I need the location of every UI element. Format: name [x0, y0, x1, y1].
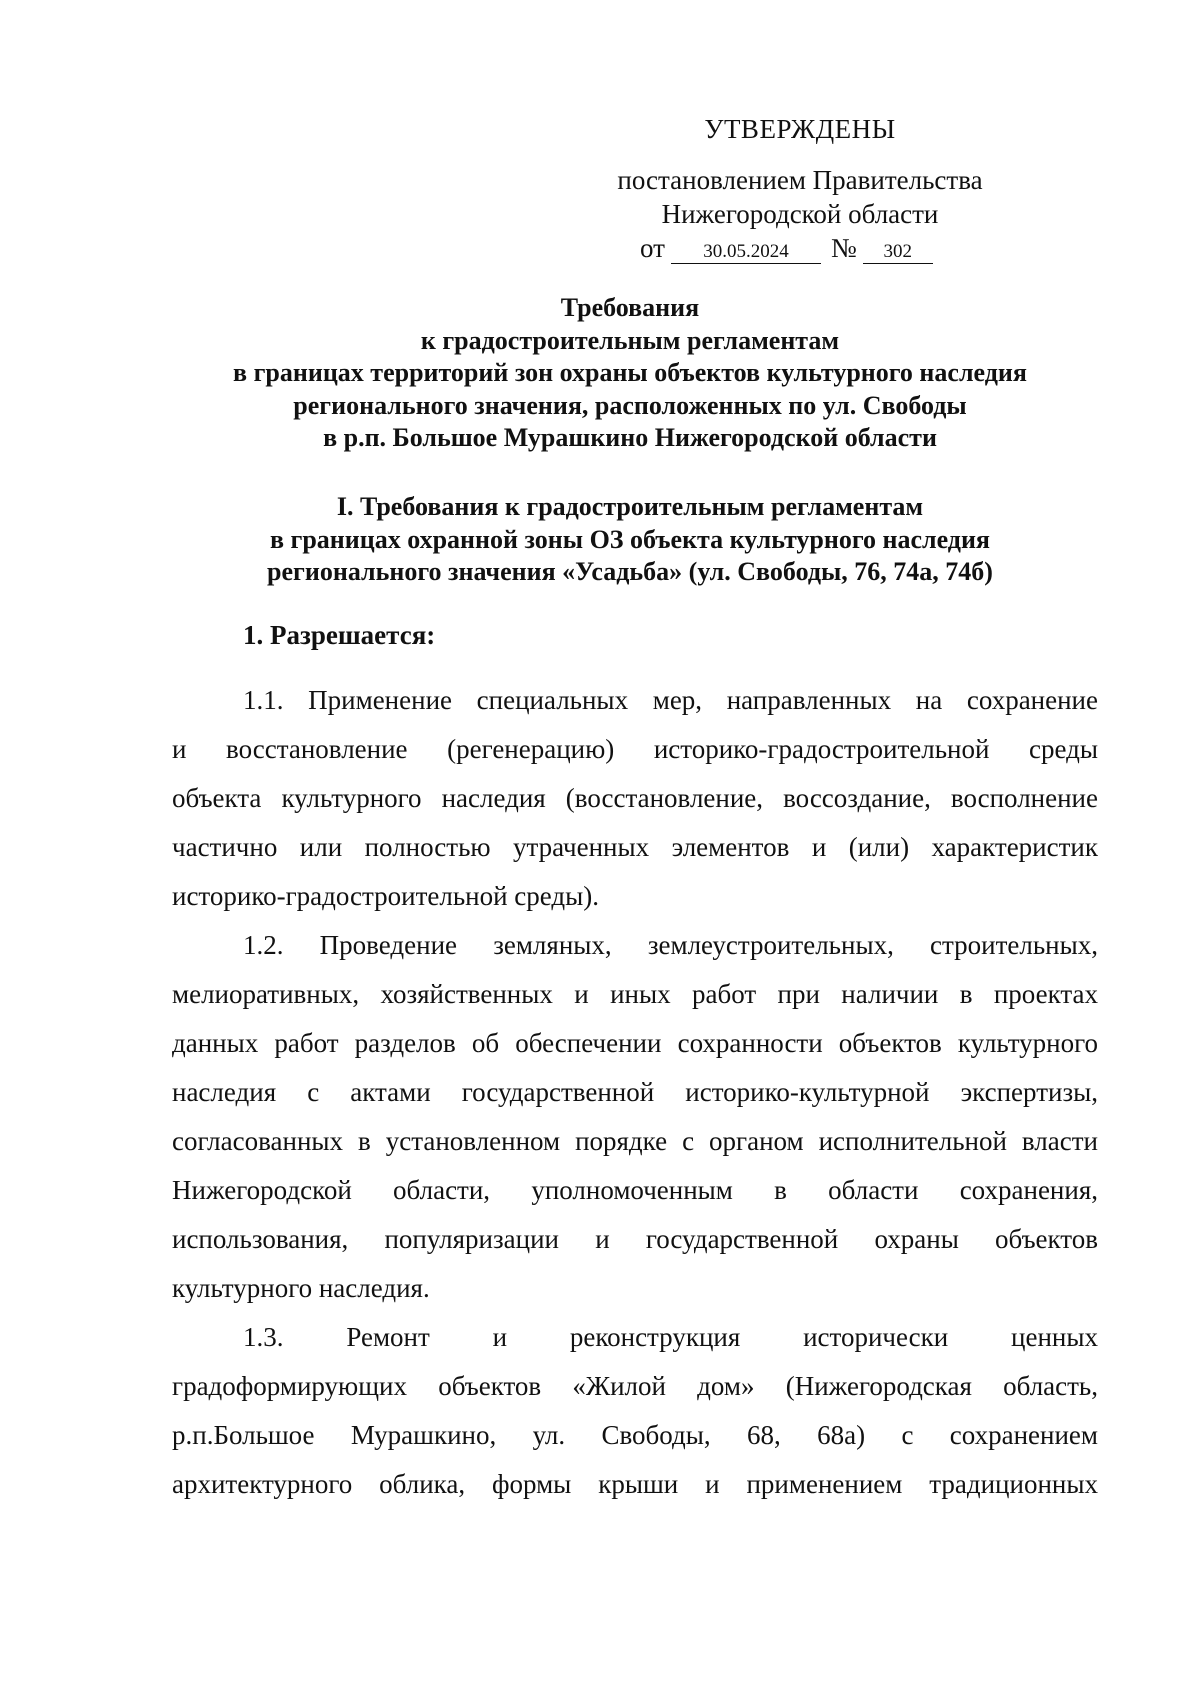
- paragraph-line: частично или полностью утраченных элементов и (или) характеристик: [172, 832, 1098, 862]
- paragraph-line: историко-градостроительной среды).: [172, 881, 600, 911]
- section-title-line: в границах охранной зоны ОЗ объекта культурного наследия: [270, 524, 990, 554]
- document-title-line: регионального значения, расположенных по ул. Свободы: [293, 390, 967, 420]
- paragraph-line: данных работ разделов об обеспечении сохранности объектов культурного: [172, 1028, 1098, 1058]
- document-title-line: в р.п. Большое Мурашкино Нижегородской области: [323, 423, 937, 452]
- paragraph-line: и восстановление (регенерацию) историко-градостроительной среды: [172, 734, 1098, 764]
- paragraph-line: р.п.Большое Мурашкино, ул. Свободы, 68, 68а) с сохранением: [172, 1420, 1098, 1450]
- document-title: [120, 292, 1140, 455]
- paragraph-line: архитектурного облика, формы крыши и применением традиционных: [172, 1469, 1098, 1499]
- paragraph-line: Нижегородской области, уполномоченным в области сохранения,: [172, 1175, 1098, 1205]
- paragraph-1-2: [172, 921, 1098, 1313]
- item-heading: 1. Разрешается:: [243, 620, 436, 650]
- paragraph-line: культурного наследия.: [172, 1273, 430, 1303]
- section-title-line: I. Требования к градостроительным регламентам: [336, 492, 924, 521]
- paragraph-line: наследия с актами государственной историко-культурной экспертизы,: [172, 1077, 1098, 1107]
- paragraph-line: 1.2. Проведение земляных, землеустроительных, строительных,: [243, 930, 1098, 960]
- paragraph-line: градоформирующих объектов «Жилой дом» (Нижегородская область,: [172, 1371, 1098, 1401]
- approval-from-label: от: [640, 233, 665, 263]
- approval-date: 30.05.2024: [671, 241, 821, 264]
- section-title: [120, 491, 1140, 589]
- approval-title: УТВЕРЖДЕНЫ: [704, 114, 896, 144]
- paragraph-line: мелиоративных, хозяйственных и иных работ при наличии в проектах: [172, 979, 1098, 1009]
- document-title-line: в границах территорий зон охраны объектов культурного наследия: [233, 358, 1027, 387]
- document-title-line: к градостроительным регламентам: [420, 325, 840, 355]
- paragraph-line: согласованных в установленном порядке с органом исполнительной власти: [172, 1126, 1098, 1156]
- approval-date-row: [640, 231, 933, 265]
- paragraph-line: 1.1. Применение специальных мер, направленных на сохранение: [243, 685, 1098, 715]
- document-title-line: Требования: [560, 293, 700, 322]
- paragraph-line: использования, популяризации и государственной охраны объектов: [172, 1224, 1098, 1254]
- approval-number: 302: [863, 241, 933, 264]
- paragraph-1-1: [172, 676, 1098, 921]
- approval-line-1: постановлением Правительства: [617, 165, 983, 195]
- section-title-line: регионального значения «Усадьба» (ул. Свободы, 76, 74а, 74б): [267, 557, 993, 586]
- paragraph-line: 1.3. Ремонт и реконструкция исторически ценных: [243, 1322, 1098, 1352]
- approval-line-2: Нижегородской области: [661, 199, 939, 229]
- paragraph-line: объекта культурного наследия (восстановление, воссоздание, восполнение: [172, 783, 1098, 813]
- paragraph-1-3: [172, 1313, 1098, 1509]
- approval-number-label: №: [830, 233, 857, 263]
